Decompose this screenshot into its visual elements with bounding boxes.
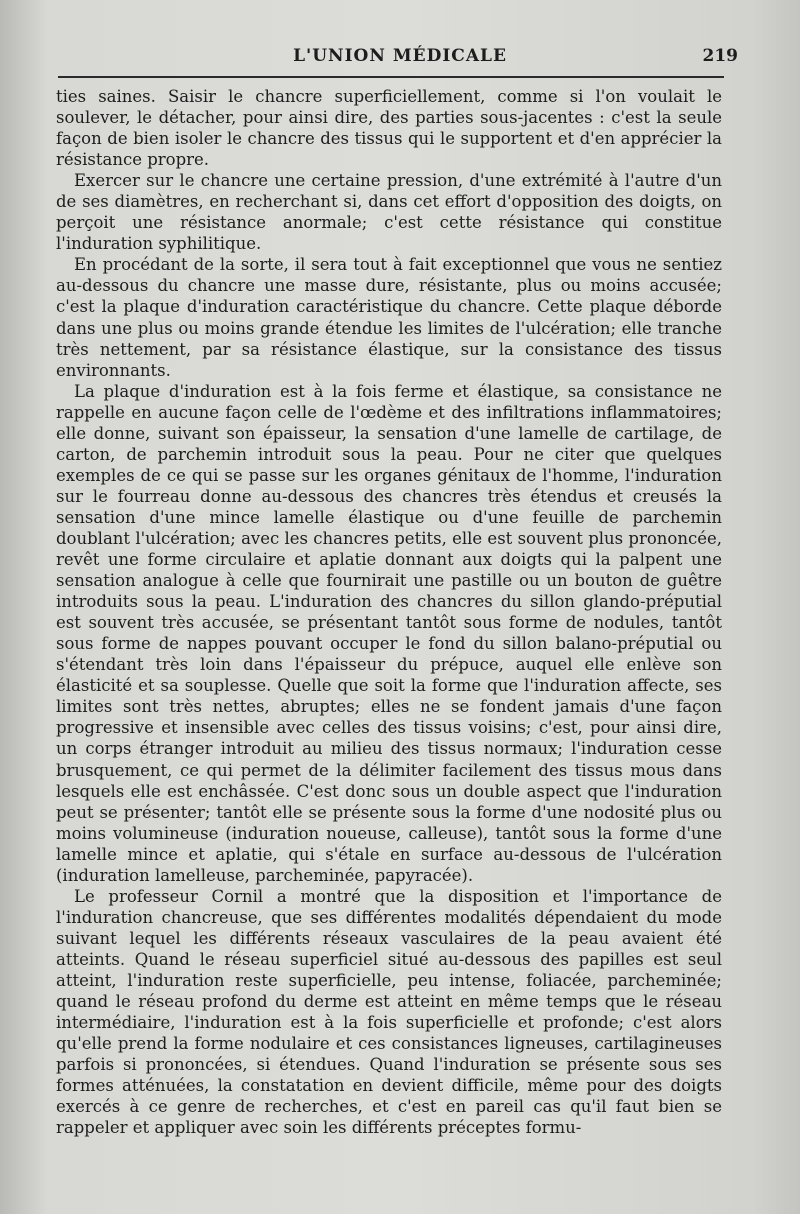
- running-title: L'UNION MÉDICALE: [293, 46, 507, 66]
- paragraph: En procédant de la sorte, il sera tout à fait exceptionnel que vous ne sentiez au-dessous du chancre une masse dure, résistante, plus ou moins accusée; c'est la plaque d'induration caractéristique du chancre. Cette plaque déborde dans une plus ou moins grande étendue les limites de l'ulcération; elle tranche très nettement, par sa résistance élastique, sur la consistance des tissus environnants.: [56, 255, 722, 380]
- paragraph: Le professeur Cornil a montré que la disposition et l'importance de l'induration chancreuse, que ses différentes modalités dépendaient du mode suivant lequel les différents réseaux vasculaires de la peau avaient été atteints. Quand le réseau superficiel situé au-dessous des papilles est seul atteint, l'induration reste superficielle, peu intense, foliacée, parcheminée; quand le réseau profond du derme est atteint en même temps que le réseau intermédiaire, l'induration est à la fois superficielle et profonde; c'est alors qu'elle prend la forme nodulaire et ces consistances ligneuses, cartilagineuses parfois si prononcées, si étendues. Quand l'induration se présente sous ses formes atténuées, la constatation en devient difficile, même pour des doigts exercés à ce genre de recherches, et c'est en pareil cas qu'il faut bien se rappeler et appliquer avec soin les différents préceptes formu-: [56, 886, 722, 1138]
- paragraph: La plaque d'induration est à la fois ferme et élastique, sa consistance ne rappelle en aucune façon celle de l'œdème et des infiltrations inflammatoires; elle donne, suivant son épaisseur, la sensation d'une lamelle de cartilage, de carton, de parchemin introduit sous la peau. Pour ne citer que quelques exemples de ce qui se passe sur les organes génitaux de l'homme, l'induration sur le fourreau donne au-dessous des chancres très étendus et creusés la sensation d'une mince lamelle élastique ou d'une feuille de parchemin doublant l'ulcération; avec les chancres petits, elle est souvent plus prononcée, revêt une forme circulaire et aplatie donnant aux doigts qui la palpent une sensation analogue à celle que fournirait une pastille ou un bouton de guêtre introduits sous la peau. L'induration des chancres du sillon glando-préputial est souvent très accusée, se présentant tantôt sous forme de nodules, tantôt sous forme de nappes pouvant occuper le fond du sillon balano-préputial ou s'étendant très loin dans l'épaisseur du prépuce, auquel elle enlève son élasticité et sa souplesse. Quelle que soit la forme que l'induration affecte, ses limites sont très nettes, abruptes; elles ne se fondent jamais d'une façon progressive et insensible avec celles des tissus voisins; c'est, pour ainsi dire, un corps étranger introduit au milieu des tissus normaux; l'induration cesse brusquement, ce qui permet de la délimiter facilement des tissus mous dans lesquels elle est enchâssée. C'est donc sous un double aspect que l'induration peut se présenter; tantôt elle se présente sous la forme d'une nodosité plus ou moins volumineuse (induration noueuse, calleuse), tantôt sous la forme d'une lamelle mince et aplatie, qui s'étale en surface au-dessous de l'ulcération (induration lamelleuse, parcheminée, papyracée).: [56, 381, 722, 885]
- page-number: 219: [702, 46, 738, 66]
- page-header: [60, 44, 740, 74]
- header-rule: [58, 76, 724, 78]
- body-text: [56, 86, 722, 1138]
- paragraph: ties saines. Saisir le chancre superficiellement, comme si l'on voulait le soulever, le détacher, pour ainsi dire, des parties sous-jacentes : c'est la seule façon de bien isoler le chancre des tissus qui le supportent et d'en apprécier la résistance propre.: [56, 87, 722, 170]
- paragraph: Exercer sur le chancre une certaine pression, d'une extrémité à l'autre d'un de ses diamètres, en recherchant si, dans cet effort d'opposition des doigts, on perçoit une résistance anormale; c'est cette résistance qui constitue l'induration syphilitique.: [56, 171, 722, 254]
